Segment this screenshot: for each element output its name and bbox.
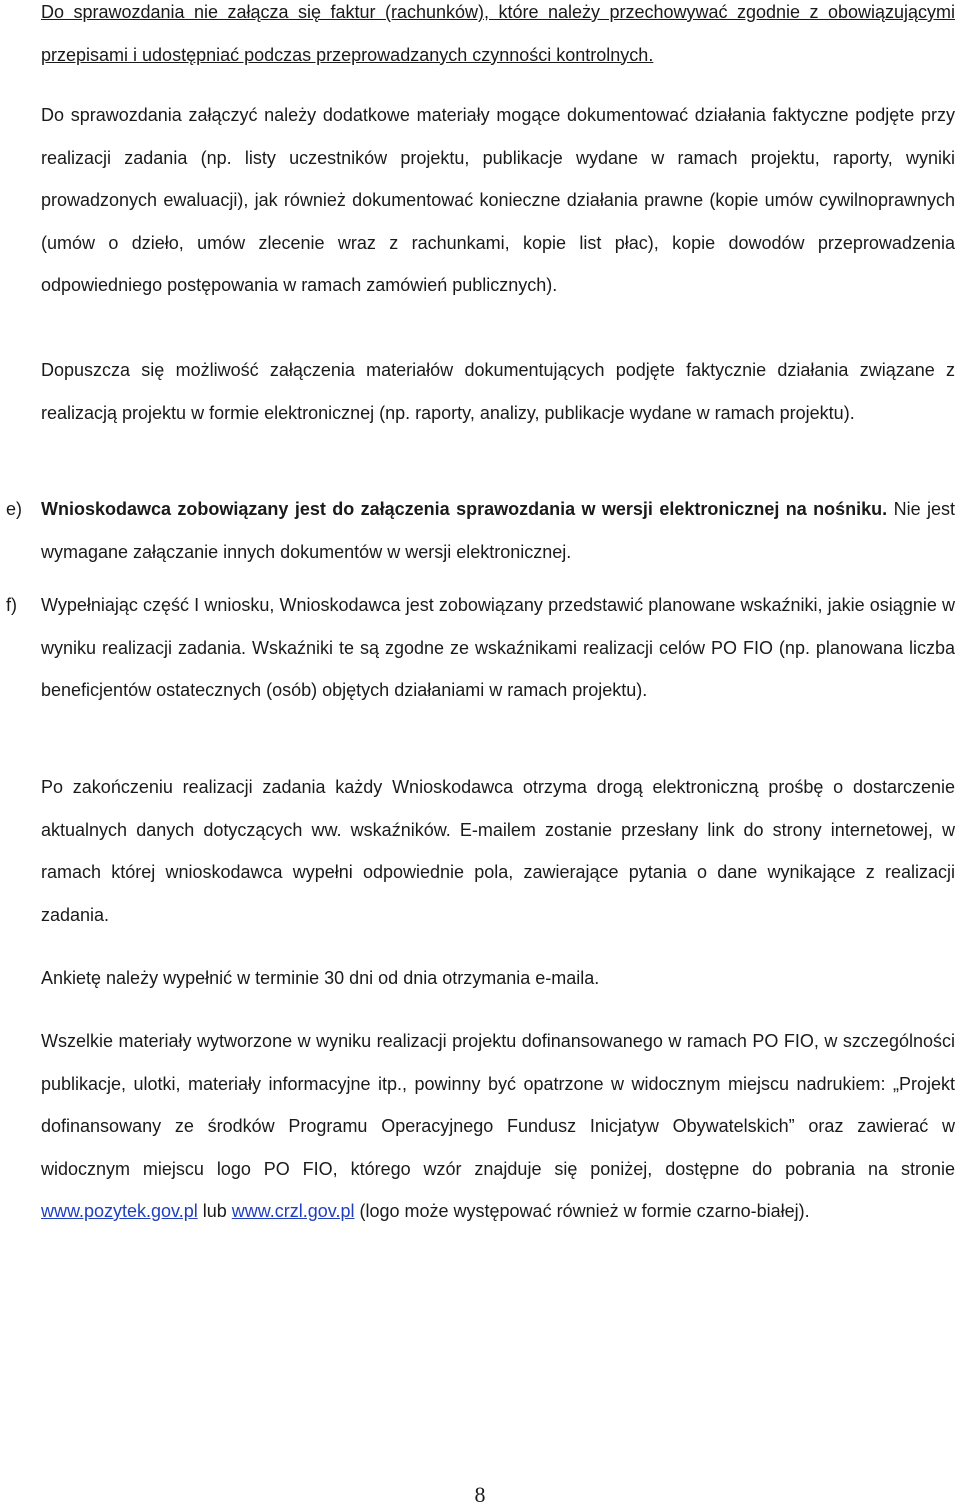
list-item-e-rest-text: Nie jest wymagane załączanie innych dokumentów w wersji elektronicznej.: [41, 499, 956, 562]
paragraph-electronic-materials: Dopuszcza się możliwość załączenia materiałów dokumentujących podjęte faktycznie działania związane z realizacją projektu w formie elektronicznej (np. raporty, analizy, publikacje wydane w ramach projektu).: [41, 360, 955, 423]
page-number: 8: [474, 1482, 486, 1507]
list-item-e-text: [41, 488, 955, 573]
list-item-e-bold-text: Wnioskodawca zobowiązany jest do załączenia sprawozdania w wersji elektronicznej na nośniku.: [41, 499, 888, 519]
paragraph-after-completion: Po zakończeniu realizacji zadania każdy Wnioskodawca otrzyma drogą elektroniczną prośbę o dostarczenie aktualnych danych dotyczących ww. wskaźników. E-mailem zostanie przesłany link do strony internetowej, w ramach której wnioskodawca wypełni odpowiednie pola, zawierające pytania o dane wynikające z realizacji zadania.: [41, 777, 955, 925]
list-item-f-label: f): [6, 595, 17, 615]
paragraph-logo-requirements: [41, 1020, 955, 1233]
logo-requirements-text-2: (logo może występować również w formie czarno-białej).: [354, 1201, 810, 1221]
list-item-e-label: e): [6, 499, 23, 519]
paragraph-survey-deadline: Ankietę należy wypełnić w terminie 30 dni od dnia otrzymania e-maila.: [41, 968, 600, 988]
logo-requirements-between: lub: [197, 1201, 232, 1221]
link-pozytek[interactable]: www.pozytek.gov.pl: [41, 1201, 198, 1221]
paragraph-additional-materials: Do sprawozdania załączyć należy dodatkowe materiały mogące dokumentować działania faktyczne podjęte przy realizacji zadania (np. listy uczestników projektu, publikacje wydane w ramach projektu, raporty, wyniki prowadzonych ewaluacji), jak również dokumentować konieczne działania prawne (kopie umów cywilnoprawnych (umów o dzieło, umów zlecenie wraz z rachunkami, kopie list płac), kopie dowodów przeprowadzenia odpowiedniego postępowania w ramach zamówień publicznych).: [41, 105, 955, 295]
paragraph-invoices-note: Do sprawozdania nie załącza się faktur (rachunków), które należy przechowywać zgodnie z obowiązującymi przepisami i udostępniać podczas przeprowadzanych czynności kontrolnych.: [41, 2, 955, 65]
logo-requirements-text-1: Wszelkie materiały wytworzone w wyniku realizacji projektu dofinansowanego w ramach PO FIO, w szczególności publikacje, ulotki, materiały informacyjne itp., powinny być opatrzone w widocznym miejscu nadrukiem: „Projekt dofinansowany ze środków Programu Operacyjnego Fundusz Inicjatyw Obywatelskich” oraz zawierać w widocznym miejscu logo PO FIO, którego wzór znajduje się poniżej, dostępne do pobrania na stronie: [41, 1031, 955, 1179]
list-item-f-text: Wypełniając część I wniosku, Wnioskodawca jest zobowiązany przedstawić planowane wskaźniki, jakie osiągnie w wyniku realizacji zadania. Wskaźniki te są zgodne ze wskaźnikami realizacji celów PO FIO (np. planowana liczba beneficjentów ostatecznych (osób) objętych działaniami w ramach projektu).: [41, 595, 955, 700]
link-crzl[interactable]: www.crzl.gov.pl: [231, 1201, 355, 1221]
